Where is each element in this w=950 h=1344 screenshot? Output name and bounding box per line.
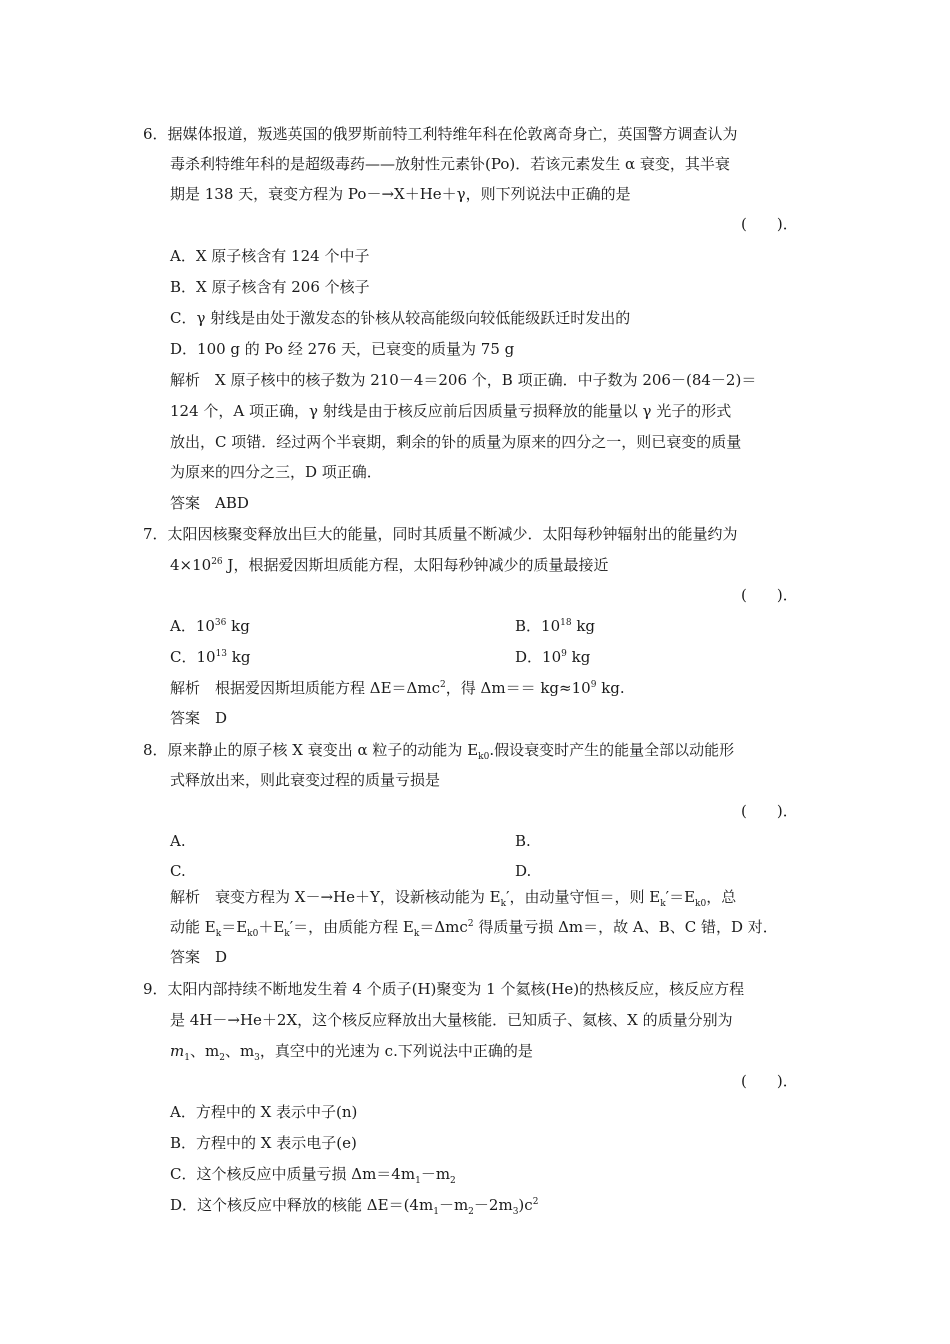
q7-option-c: C．$10^{13}$ kg (170, 648, 251, 666)
q7-analysis: 解析 根据爱因斯坦质能方程 ΔE＝Δmc$^2$，得 $\Delta m== kg\approx 10^9$ kg. (170, 679, 625, 697)
q8-analysis-line-2: 动能 $E_k=E_{k0}+E_k'=$，由质能方程 $E_k=\Delta mc^2$ 得质量亏损 Δm＝，故 A、B、C 错，D 对． (170, 918, 778, 939)
q9-answer-bracket: ( )． (741, 1072, 798, 1090)
q9-stem-line-2: 是 4H－→He＋2X，这个核反应释放出大量核能．已知质子、氦核、X 的质量分别为 (170, 1011, 733, 1029)
q7-answer-bracket: ( )． (741, 586, 798, 604)
q9-option-a: A．方程中的 X 表示中子(n) (170, 1103, 358, 1121)
q6-option-d: D．100 g 的 Po 经 276 天，已衰变的质量为 75 g (170, 340, 515, 358)
q6-option-a: A．X 原子核含有 124 个中子 (170, 247, 370, 265)
q6-stem-line-2: 毒杀利特维年科的是超级毒药——放射性元素钋(Po)．若该元素发生 α 衰变，其半衰 (170, 155, 730, 173)
q7-option-d: D．$10^9$ kg (515, 648, 591, 666)
q8-answer: 答案 D (170, 948, 228, 966)
q8-stem-line-1: 8．原来静止的原子核 X 衰变出 α 粒子的动能为 $E_{k0}$.假设衰变时产生的能量全部以动能形 (143, 741, 735, 762)
q8-stem-line-2: 式释放出来，则此衰变过程的质量亏损是 (170, 771, 441, 789)
q6-answer-bracket: ( )． (741, 215, 798, 233)
q9-option-c: C．这个核反应中质量亏损 $\Delta m=4m_1-m_2$ (170, 1165, 456, 1186)
q6-stem-line-1: 6．据媒体报道，叛逃英国的俄罗斯前特工利特维年科在伦敦离奇身亡，英国警方调查认为 (143, 125, 738, 143)
q8-answer-bracket: ( )． (741, 802, 798, 820)
q7-option-a: A．$10^{36}$ kg (170, 617, 250, 635)
q6-analysis-line-3: 放出，C 项错．经过两个半衰期，剩余的钋的质量为原来的四分之一，则已衰变的质量 (170, 433, 742, 451)
q9-stem-line-1: 9．太阳内部持续不断地发生着 4 个质子(H)聚变为 1 个氦核(He)的热核反应，核反应方程 (143, 980, 745, 998)
q8-option-d: D. (515, 862, 532, 880)
q7-stem-line-2: $4\times 10^{26}$ J，根据爱因斯坦质能方程，太阳每秒钟减少的质量最接近 (170, 556, 609, 574)
q6-analysis-line-1: 解析 X 原子核中的核子数为 210－4＝206 个，B 项正确．中子数为 206－(84－2)＝ (170, 371, 757, 389)
q6-option-b: B．X 原子核含有 206 个核子 (170, 278, 370, 296)
q7-option-b: B．$10^{18}$ kg (515, 617, 596, 635)
q8-analysis-line-1: 解析 衰变方程为 X－→He＋Y，设新核动能为 $E_k'$，由动量守恒＝，则 $E_k'=E_{k0}$，总 (170, 888, 737, 909)
q9-stem-line-3: $m_1$、$m_2$、$m_3$，真空中的光速为 c.下列说法中正确的是 (170, 1042, 533, 1063)
q9-option-b: B．方程中的 X 表示电子(e) (170, 1134, 357, 1152)
q8-option-c: C. (170, 862, 186, 880)
q6-analysis-line-2: 124 个，A 项正确，γ 射线是由于核反应前后因质量亏损释放的能量以 γ 光子的形式 (170, 402, 732, 420)
q6-stem-line-3: 期是 138 天，衰变方程为 Po－→X＋He＋γ，则下列说法中正确的是 (170, 185, 631, 203)
q7-answer: 答案 D (170, 709, 228, 727)
q8-option-b: B. (515, 832, 531, 850)
q6-option-c: C．γ 射线是由处于激发态的钋核从较高能级向较低能级跃迁时发出的 (170, 309, 631, 327)
q6-answer: 答案 ABD (170, 494, 249, 512)
q8-option-a: A. (170, 832, 186, 850)
q6-analysis-line-4: 为原来的四分之三，D 项正确． (170, 463, 382, 481)
q7-stem-line-1: 7．太阳因核聚变释放出巨大的能量，同时其质量不断减少．太阳每秒钟辐射出的能量约为 (143, 525, 738, 543)
q9-option-d: D．这个核反应中释放的核能 $\Delta E=(4m_1-m_2-2m_3)c^2$ (170, 1196, 539, 1217)
